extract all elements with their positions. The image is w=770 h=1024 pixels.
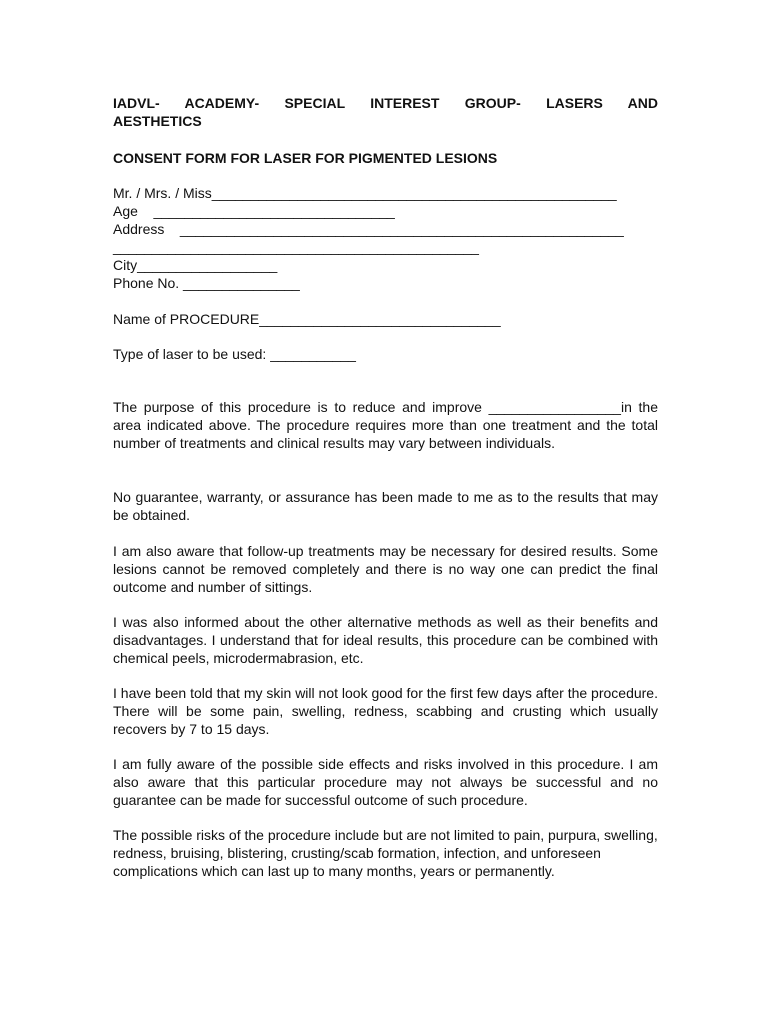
name-field[interactable]: Mr. / Mrs. / Miss____________________________________________________ (113, 185, 617, 201)
form-title: CONSENT FORM FOR LASER FOR PIGMENTED LESIONS (113, 150, 498, 166)
address-continuation-field[interactable]: _______________________________________________ (113, 239, 479, 255)
side-effects-paragraph: I am fully aware of the possible side effects and risks involved in this procedure. I am also aware that this particular procedure may not always be successful and no guarantee can be made for successful outcome of such procedure. (113, 756, 658, 808)
address-field[interactable]: Address _________________________________________________________ (113, 221, 624, 237)
laser-type-field[interactable]: Type of laser to be used: ___________ (113, 346, 356, 362)
purpose-paragraph: The purpose of this procedure is to reduce and improve _________________in the area indicated above. The procedure requires more than one treatment and the total number of treatments and clinical results may vary between individuals. (113, 399, 658, 451)
alternatives-paragraph: I was also informed about the other alternative methods as well as their benefits and disadvantages. I understand that for ideal results, this procedure can be combined with chemical peels, microdermabrasion, etc. (113, 614, 658, 666)
city-field[interactable]: City__________________ (113, 257, 278, 273)
followup-paragraph: I am also aware that follow-up treatments may be necessary for desired results. Some lesions cannot be removed completely and there is no way one can predict the final outcome and number of sittings. (113, 543, 658, 595)
skin-recovery-paragraph: I have been told that my skin will not look good for the first few days after the procedure. There will be some pain, swelling, redness, scabbing and crusting which usually recovers by 7 to 15 days. (113, 685, 658, 737)
age-field[interactable]: Age _______________________________ (113, 203, 395, 219)
phone-field[interactable]: Phone No. _______________ (113, 275, 300, 291)
header-title-line2: AESTHETICS (113, 113, 202, 129)
guarantee-paragraph: No guarantee, warranty, or assurance has been made to me as to the results that may be obtained. (113, 489, 658, 523)
procedure-name-field[interactable]: Name of PROCEDURE_______________________________ (113, 311, 501, 327)
header-title-line1: IADVL- ACADEMY- SPECIAL INTEREST GROUP- LASERS AND (113, 95, 658, 111)
risks-paragraph: The possible risks of the procedure include but are not limited to pain, purpura, swelling, redness, bruising, blistering, crusting/scab formation, infection, and unforeseen complications which can last up to many months, years or permanently. (113, 827, 658, 879)
